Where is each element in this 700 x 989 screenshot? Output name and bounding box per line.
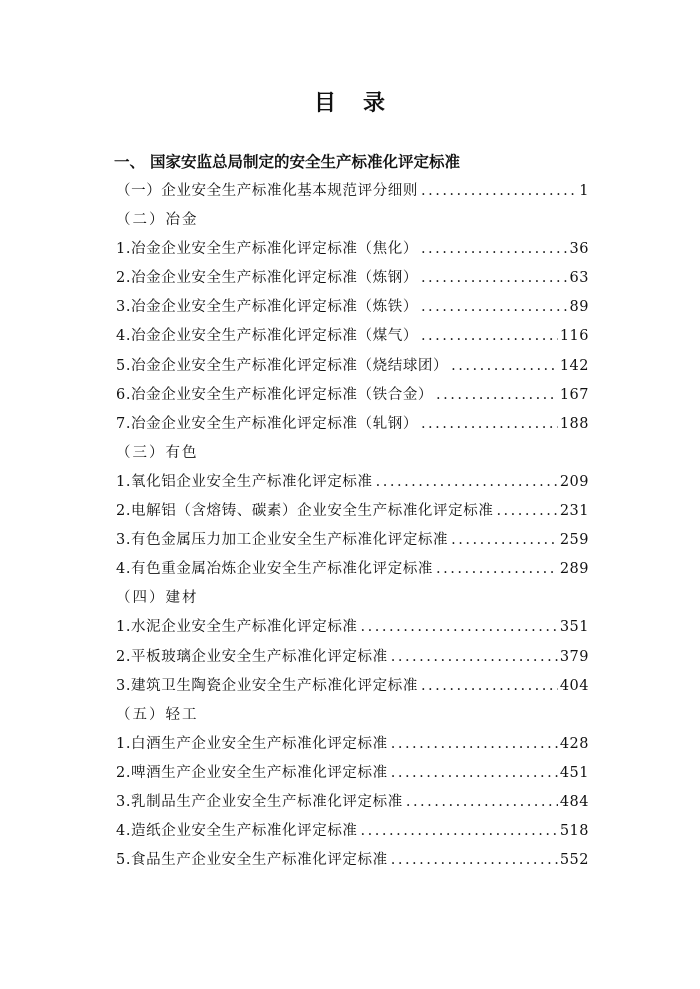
toc-entry-label: （一）企业安全生产标准化基本规范评分细则 [116, 183, 418, 199]
toc-entry [116, 181, 589, 210]
toc-page-number: 142 [559, 357, 589, 374]
toc-entry-label: 3.建筑卫生陶瓷企业安全生产标准化评定标准 [116, 677, 418, 694]
toc-entry-label: （五）轻工 [116, 706, 199, 723]
toc-entry-label: （四）建材 [116, 590, 199, 607]
toc-entry [116, 763, 589, 792]
toc-page-number: 167 [559, 386, 589, 403]
title-char-1: 目 [313, 90, 337, 116]
toc-leader-dots [496, 501, 557, 521]
toc-page-number: 188 [559, 415, 589, 432]
toc-leader-dots [376, 472, 558, 492]
toc-leader-dots [406, 792, 558, 812]
toc-entry-label: 4.有色重金属冶炼企业安全生产标准化评定标准 [116, 561, 434, 578]
toc-entry-label: 1.白酒生产企业安全生产标准化评定标准 [116, 735, 388, 752]
toc-leader-dots [436, 385, 558, 405]
toc-page-number: 209 [559, 473, 589, 490]
page-title [0, 86, 700, 117]
toc-leader-dots [421, 414, 558, 434]
toc-leader-dots [421, 268, 568, 288]
toc-entry [116, 734, 589, 763]
toc-group-heading [116, 443, 589, 472]
toc-leader-dots [421, 676, 558, 696]
toc-entry [116, 356, 589, 385]
toc-entry [116, 647, 589, 676]
toc-entry-label: 4.造纸企业安全生产标准化评定标准 [116, 823, 358, 840]
toc-entry [116, 268, 589, 297]
toc-entry [116, 297, 589, 326]
toc-group-heading [116, 705, 589, 734]
toc-entry-label: 5.食品生产企业安全生产标准化评定标准 [116, 852, 388, 869]
toc-group-heading [116, 210, 589, 239]
toc-entry-label: （三）有色 [116, 444, 199, 461]
toc-entry [116, 326, 589, 355]
toc-entry-label: 3.冶金企业安全生产标准化评定标准（炼铁） [116, 299, 418, 316]
toc-entry [116, 850, 589, 879]
toc-page-number: 63 [569, 270, 589, 287]
toc-page-number: 518 [559, 823, 589, 840]
toc-entry [116, 472, 589, 501]
toc-entry [116, 414, 589, 443]
toc-leader-dots [451, 356, 558, 376]
toc-entry-label: 7.冶金企业安全生产标准化评定标准（轧钢） [116, 415, 418, 432]
toc-page-number: 428 [559, 735, 589, 752]
toc-leader-dots [421, 297, 568, 317]
toc-leader-dots [361, 617, 558, 637]
toc-group-heading [116, 588, 589, 617]
toc-page-number: 231 [559, 503, 589, 520]
toc-leader-dots [391, 763, 558, 783]
toc-page-number: 451 [559, 764, 589, 781]
table-of-contents [116, 181, 589, 879]
toc-leader-dots [391, 850, 558, 870]
toc-entry [116, 821, 589, 850]
toc-entry-label: 2.冶金企业安全生产标准化评定标准（炼钢） [116, 270, 418, 287]
toc-leader-dots [451, 530, 558, 550]
toc-entry-label: 6.冶金企业安全生产标准化评定标准（铁合金） [116, 386, 434, 403]
toc-page-number: 552 [559, 852, 589, 869]
toc-page-number: 289 [559, 561, 589, 578]
toc-page-number: 89 [569, 299, 589, 316]
toc-page-number: 351 [559, 619, 589, 636]
toc-leader-dots [391, 734, 558, 754]
toc-entry-label: 1.水泥企业安全生产标准化评定标准 [116, 619, 358, 636]
toc-entry [116, 239, 589, 268]
toc-leader-dots [421, 326, 558, 346]
section-heading [114, 150, 460, 172]
toc-entry [116, 501, 589, 530]
toc-page-number: 404 [559, 677, 589, 694]
toc-entry [116, 617, 589, 646]
toc-entry-label: 1.氧化铝企业安全生产标准化评定标准 [116, 473, 373, 490]
toc-entry-label: 2.平板玻璃企业安全生产标准化评定标准 [116, 648, 388, 665]
toc-page-number: 484 [559, 793, 589, 810]
title-char-2: 录 [363, 90, 387, 116]
toc-entry-label: 3.有色金属压力加工企业安全生产标准化评定标准 [116, 532, 449, 549]
toc-entry-label: （二）冶金 [116, 212, 199, 229]
toc-leader-dots [436, 559, 558, 579]
toc-entry-label: 2.啤酒生产企业安全生产标准化评定标准 [116, 764, 388, 781]
toc-entry [116, 559, 589, 588]
toc-entry-label: 3.乳制品生产企业安全生产标准化评定标准 [116, 793, 403, 810]
toc-page-number: 36 [569, 241, 589, 258]
toc-page-number: 116 [559, 328, 589, 345]
toc-entry [116, 792, 589, 821]
toc-leader-dots [361, 821, 558, 841]
toc-entry [116, 530, 589, 559]
toc-leader-dots [391, 647, 558, 667]
section-title: 国家安监总局制定的安全生产标准化评定标准 [150, 152, 461, 171]
toc-entry-label: 1.冶金企业安全生产标准化评定标准（焦化） [116, 241, 418, 258]
toc-page-number: 379 [559, 648, 589, 665]
toc-entry [116, 676, 589, 705]
toc-page-number: 259 [559, 532, 589, 549]
toc-leader-dots [421, 239, 568, 259]
toc-entry [116, 385, 589, 414]
section-number: 一、 [114, 152, 146, 171]
toc-entry-label: 4.冶金企业安全生产标准化评定标准（煤气） [116, 328, 418, 345]
toc-entry-label: 5.冶金企业安全生产标准化评定标准（烧结球团） [116, 357, 449, 374]
toc-leader-dots [421, 181, 577, 201]
toc-entry-label: 2.电解铝（含熔铸、碳素）企业安全生产标准化评定标准 [116, 503, 494, 520]
toc-page-number: 1 [579, 183, 589, 199]
